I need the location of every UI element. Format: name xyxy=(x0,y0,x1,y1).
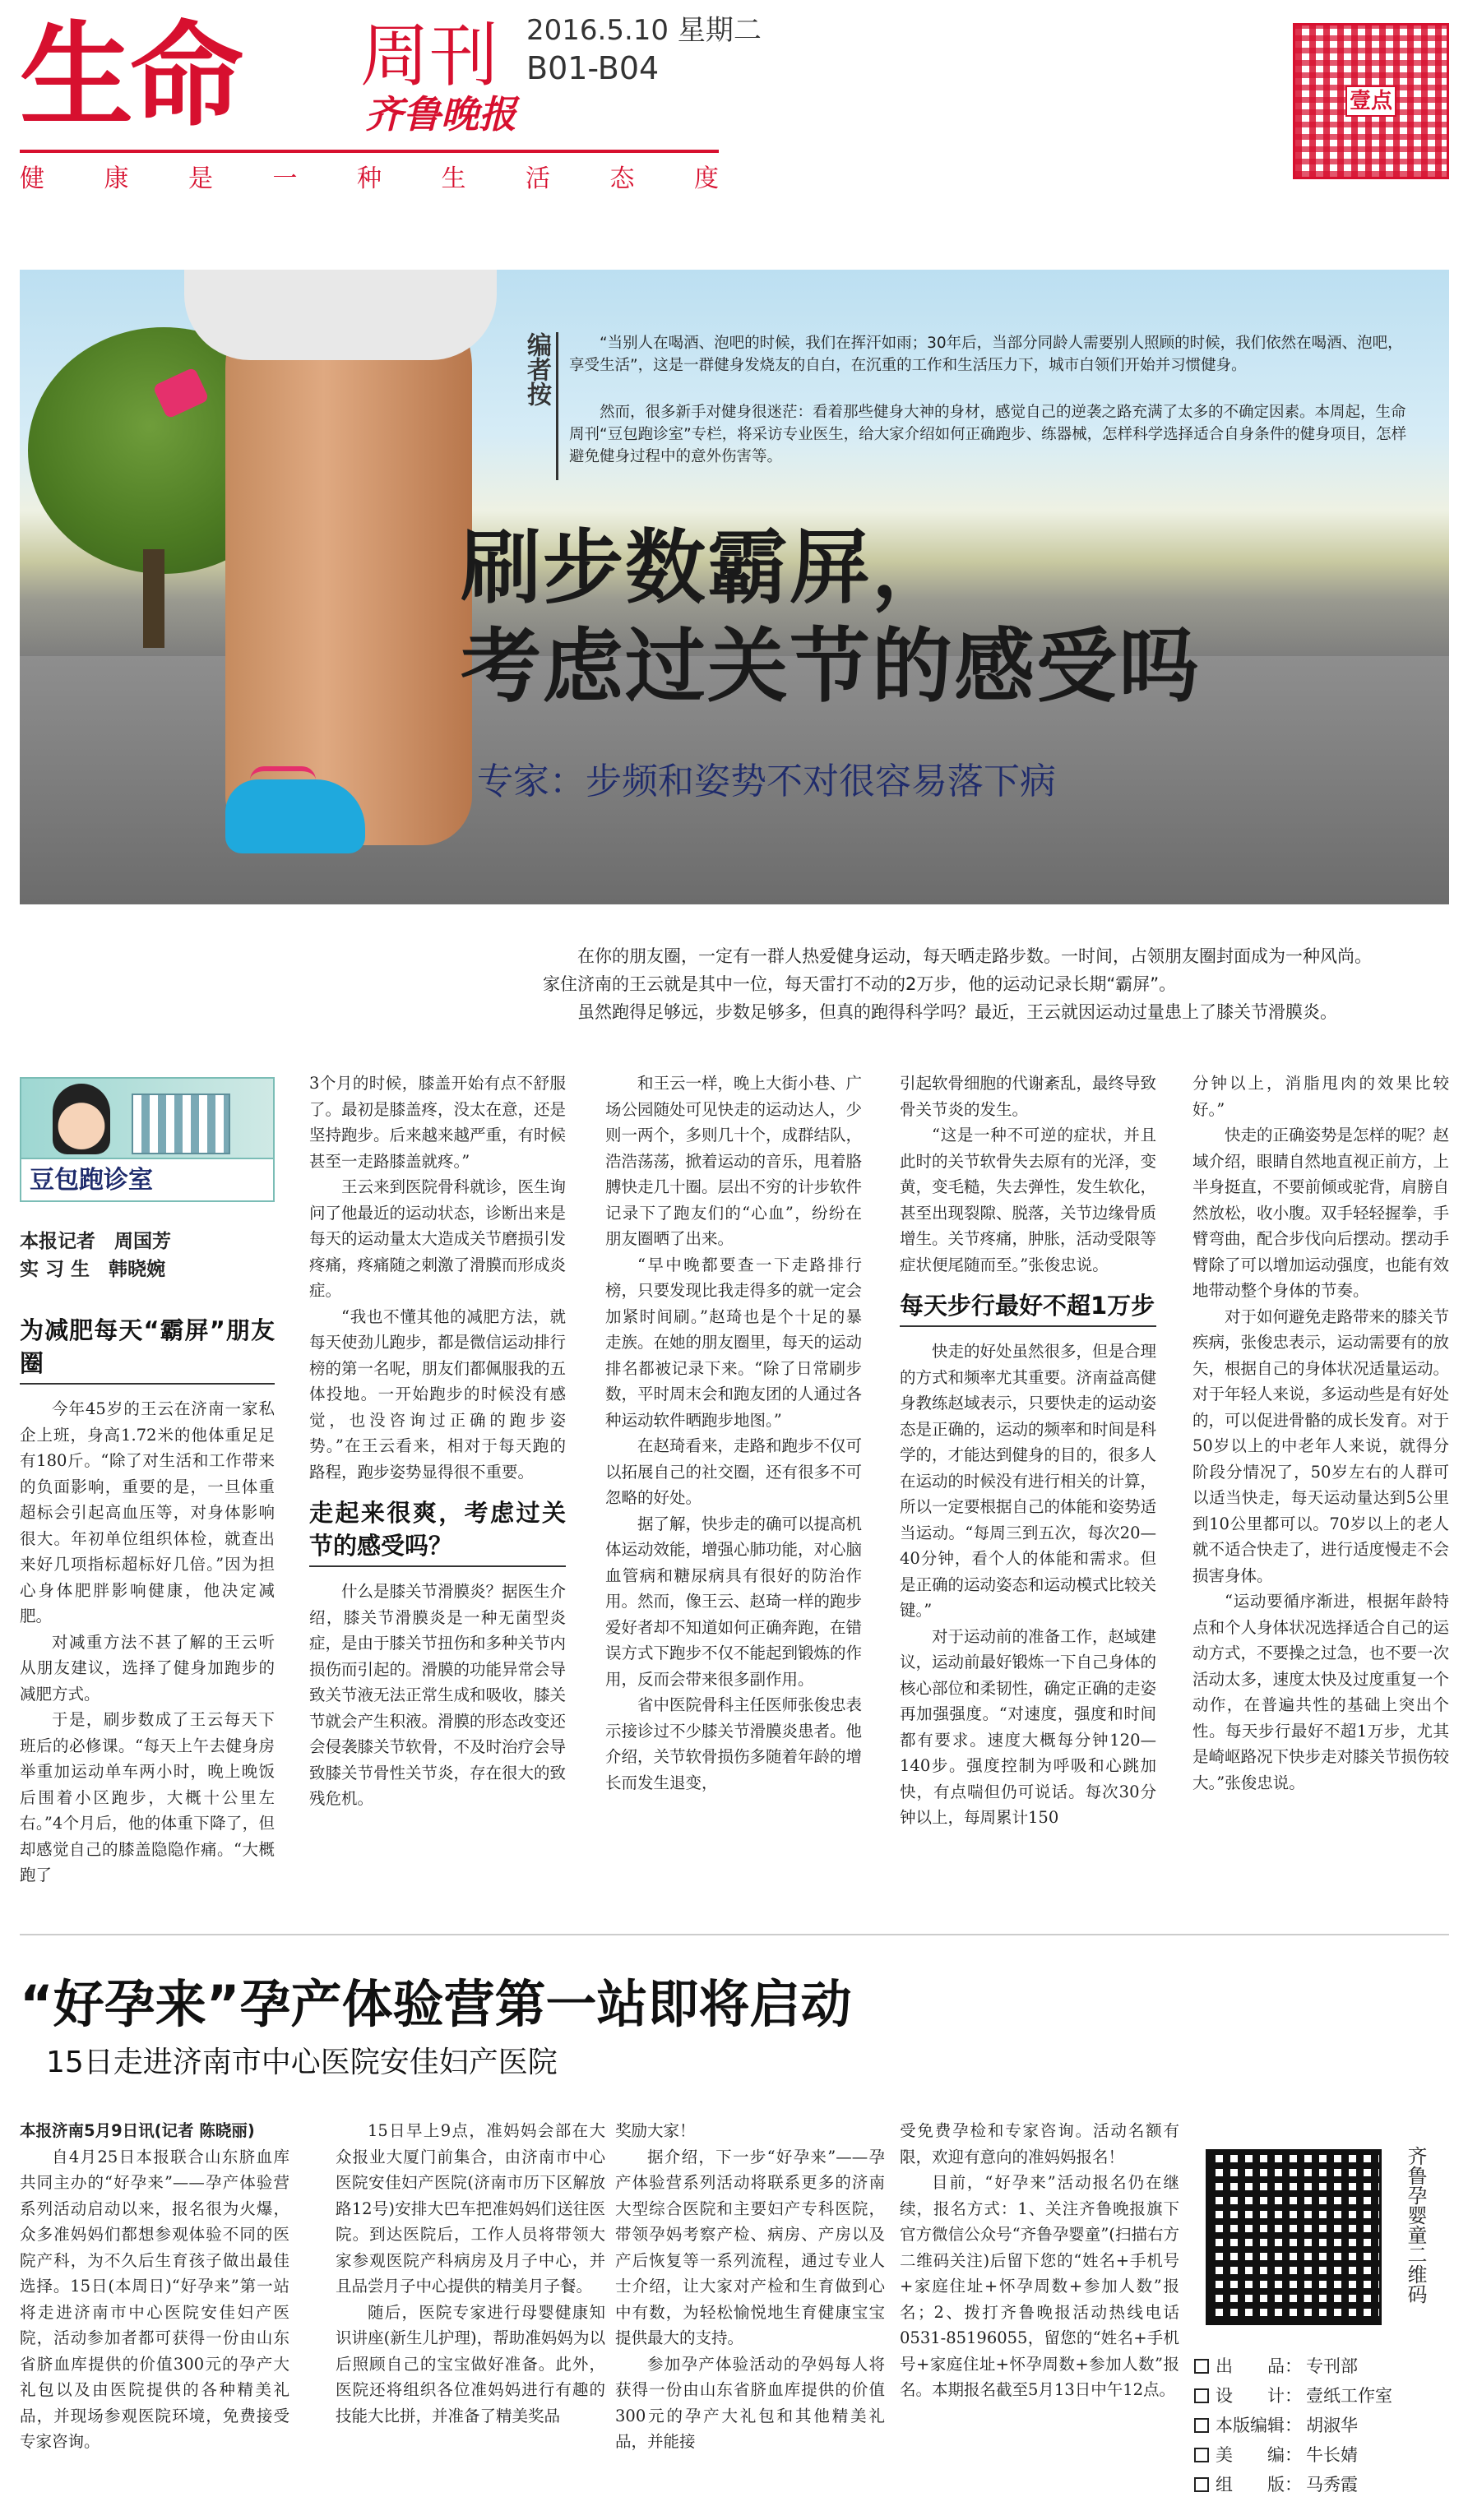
issue-date: 2016.5.10 星期二 xyxy=(526,14,762,47)
slogan-char: 一 xyxy=(272,164,298,193)
byline-intern: 实 习 生 韩晓婉 xyxy=(20,1259,166,1280)
body-paragraph: 对于运动前的准备工作，赵域建议，运动前最好锻炼一下自己身体的核心部位和柔韧性，确定正确的走姿再加强强度。“对速度，强度和时间都有要求。速度大概每分钟120—140步。强度控制为呼吸和心跳加快，有点喘但仍可说话。每次30分钟以上，每周累计150 xyxy=(900,1626,1157,1827)
credit-role: 美 编： xyxy=(1216,2445,1302,2465)
body-paragraph: 奖励大家！ xyxy=(615,2121,696,2140)
masthead-slogan xyxy=(20,158,719,194)
article2-column-3 xyxy=(615,2118,885,2455)
masthead-weekly: 周刊 xyxy=(360,16,499,96)
section-heading: 为减肥每天“霸屏”朋友圈 xyxy=(20,1316,275,1377)
section-heading-rule xyxy=(309,1565,566,1567)
checkbox-square-icon xyxy=(1194,2359,1209,2374)
article-column-3 xyxy=(605,1070,862,1796)
doctor-avatar xyxy=(53,1084,110,1154)
body-paragraph: 王云来到医院骨科就诊，医生询问了他最近的运动状态，诊断出来是每天的运动量太大造成关节磨损引发疼痛，疼痛随之刺激了滑膜而形成炎症。 xyxy=(309,1177,567,1300)
credit-row xyxy=(1194,2381,1441,2411)
slogan-char: 康 xyxy=(104,164,129,193)
body-paragraph: 在赵琦看来，走路和跑步不仅可以拓展自己的社交圈，还有很多不可忽略的好处。 xyxy=(605,1436,863,1507)
masthead-divider xyxy=(20,150,719,153)
body-paragraph: 引起软骨细胞的代谢紊乱，最终导致骨关节炎的发生。 xyxy=(900,1074,1157,1119)
qr-app-logo: 壹点 xyxy=(1345,86,1396,117)
qr-caption: 齐鲁孕婴童二维码 xyxy=(1404,2146,1427,2304)
intro-paragraph: 在你的朋友圈，一定有一群人热爱健身运动，每天晒走路步数。一时间，占领朋友圈封面成为一种风尚。家住济南的王云就是其中一位，每天雷打不动的2万步，他的运动记录长期“霸屏”。 xyxy=(543,946,1372,994)
shoe-lace-graphic xyxy=(250,766,316,794)
article2-column-2 xyxy=(336,2118,605,2429)
body-paragraph: 对减重方法不甚了解的王云听从朋友建议，选择了健身加跑步的减肥方式。 xyxy=(20,1632,275,1704)
issue-pages: B01-B04 xyxy=(526,50,660,86)
runner-shorts-graphic xyxy=(184,270,497,360)
body-paragraph: 对于如何避免走路带来的膝关节疾病，张俊忠表示，运动需要有的放矢，根据自己的身体状况适量运动。对于年轻人来说，多运动些是有好处的，可以促进骨骼的成长发育。对于50岁以上的中老年人来说，就得分阶段分情况了，50岁左右的人群可以适当快走，每天运动量达到5公里到10公里都可以。70岁以上的老人就不适合快走了，进行适度慢走不会损害身体。 xyxy=(1192,1306,1450,1585)
headline-line-1: 刷步数霸屏， xyxy=(461,521,955,615)
headline-line-2: 考虑过关节的感受吗 xyxy=(461,620,1202,714)
slogan-char: 生 xyxy=(441,164,466,193)
editor-note-paragraph: “当别人在喝酒、泡吧的时候，我们在挥汗如雨；30年后，当部分同龄人需要别人照顾的时候，我们依然在喝酒、泡吧，享受生活”，这是一群健身发烧友的自白，在沉重的工作和生活压力下，城市白领们开始并习惯健身。 xyxy=(569,335,1403,374)
credit-name: 专刊部 xyxy=(1306,2356,1358,2376)
article2-subtitle: 15日走进济南市中心医院安佳妇产医院 xyxy=(46,2046,558,2079)
body-paragraph: 快走的好处虽然很多，但是合理的方式和频率尤其重要。济南益高健身教练赵域表示，只要快走的运动姿态是正确的，运动的频率和时间是科学的，才能达到健身的目的，很多人在运动的时候没有进行相关的计算，所以一定要根据自己的体能和姿势适当运动。“每周三到五次，每次20—40分钟，看个人的体能和需求。但是正确的运动姿态和运动模式比较关键。” xyxy=(900,1342,1157,1620)
body-paragraph: “我也不懂其他的减肥方法，就每天使劲儿跑步，都是微信运动排行榜的第一名呢，朋友们都佩服我的五体投地。一开始跑步的时候没有感觉，也没咨询过正确的跑步姿势。”在王云看来，相对于每天跑的路程，跑步姿势显得很不重要。 xyxy=(309,1306,567,1482)
body-paragraph: 什么是膝关节滑膜炎？据医生介绍，膝关节滑膜炎是一种无菌型炎症，是由于膝关节扭伤和多种关节内损伤而引起的。滑膜的功能异常会导致关节液无法正常生成和吸收，膝关节就会产生积液。滑膜的形态改变还会侵袭膝关节软骨，不及时治疗会导致膝关节骨性关节炎，存在很大的致残危机。 xyxy=(309,1582,567,1808)
article2-dateline: 本报济南5月9日讯(记者 陈晓丽) xyxy=(20,2121,255,2140)
credit-role: 设 计： xyxy=(1216,2386,1302,2406)
credit-row xyxy=(1194,2411,1441,2440)
body-paragraph: 快走的正确姿势是怎样的呢？赵域介绍，眼睛自然地直视正前方，上半身挺直，不要前倾或驼背，肩膀自然放松，收小腹。双手轻轻握拳，手臂弯曲，配合步伐向后摆动。摆动手臂除了可以增加运动强度，也能有效地带动整个身体的节奏。 xyxy=(1192,1126,1450,1300)
body-paragraph: 据介绍，下一步“好孕来”——孕产体验营系列活动将联系更多的济南大型综合医院和主要妇产专科医院，带领孕妈考察产检、病房、产房以及产后恢复等一系列流程，通过专业人士介绍，让大家对产检和生育做到心中有数，为轻松愉悦地生育健康宝宝提供最大的支持。 xyxy=(615,2147,885,2347)
article-separator xyxy=(20,1934,1449,1935)
masthead-title: 生命 xyxy=(20,10,241,142)
slogan-char: 健 xyxy=(20,164,44,193)
body-paragraph: 和王云一样，晚上大街小巷、广场公园随处可见快走的运动达人，少则一两个，多则几十个，成群结队，浩浩荡荡，掀着运动的音乐，甩着胳膊快走几十圈。层出不穷的计步软件记录下了跑友们的“心血”，纷纷在朋友圈晒了出来。 xyxy=(605,1074,863,1248)
body-paragraph: 随后，医院专家进行母婴健康知识讲座(新生儿护理)，帮助准妈妈为以后照顾自己的宝宝做好准备。此外，医院还将组织各位准妈妈进行有趣的技能大比拼，并准备了精美奖品 xyxy=(336,2302,605,2425)
credit-role: 组 版： xyxy=(1216,2475,1302,2495)
credit-row xyxy=(1194,2440,1441,2470)
slogan-char: 态 xyxy=(609,164,635,193)
body-paragraph: 受免费孕检和专家咨询。活动名额有限，欢迎有意向的准妈妈报名！ xyxy=(900,2121,1179,2166)
checkbox-square-icon xyxy=(1194,2388,1209,2403)
credit-row xyxy=(1194,2470,1441,2499)
section-heading-rule xyxy=(900,1325,1156,1327)
article2-column-1 xyxy=(20,2118,289,2455)
article-column-2 xyxy=(309,1070,566,1812)
body-paragraph: 15日早上9点，准妈妈会部在大众报业大厦门前集合，由济南市中心医院安佳妇产医院(济南市历下区解放路12号)安排大巴车把准妈妈们送往医院。到达医院后，工作人员将带领大家参观医院产科病房及月子中心，并且品尝月子中心提供的精美月子餐。 xyxy=(336,2121,605,2296)
slogan-char: 种 xyxy=(357,164,382,193)
slogan-char: 是 xyxy=(188,164,213,193)
credit-role: 本版编辑： xyxy=(1216,2416,1302,2435)
article-intro xyxy=(543,942,1373,1026)
article-column-1 xyxy=(20,1314,275,1889)
checkbox-square-icon xyxy=(1194,2477,1209,2492)
credit-role: 出 品： xyxy=(1216,2356,1302,2376)
body-paragraph: 3个月的时候，膝盖开始有点不舒服了。最初是膝盖疼，没太在意，还是坚持跑步。后来越来越严重，有时候甚至一走路膝盖就疼。” xyxy=(309,1074,567,1171)
body-paragraph: 据了解，快步走的确可以提高机体运动效能，增强心肺功能，对心脑血管病和糖尿病具有很好的防治作用。然而，像王云、赵琦一样的跑步爱好者却不知道如何正确奔跑，在错误方式下跑步不仅不能起到锻炼的作用，反而会带来很多副作用。 xyxy=(605,1514,863,1689)
editor-note-label: 编者按 xyxy=(522,332,551,406)
column-badge-label: 豆包跑诊室 xyxy=(30,1166,153,1195)
headline-subtitle: 专家：步频和姿势不对很容易落下病 xyxy=(477,761,1056,802)
credit-name: 壹纸工作室 xyxy=(1306,2386,1392,2406)
intro-paragraph: 虽然跑得足够远，步数足够多，但真的跑得科学吗？最近，王云就因运动过量患上了膝关节滑膜炎。 xyxy=(577,1002,1337,1022)
body-paragraph: “早中晚都要查一下走路排行榜，只要发现比我走得多的就一定会加紧时间刷。”赵琦也是个十足的暴走族。在她的朋友圈里，每天的运动排名都被记录下来。“除了日常刷步数，平时周末会和跑友团的人通过各种运动软件晒跑步地图。” xyxy=(605,1255,863,1430)
body-paragraph: “运动要循序渐进，根据年龄特点和个人身体状况选择适合自己的运动方式，不要操之过急，也不要一次活动太多，速度太快及过度重复一个动作，在普遍共性的基础上突出个性。每天步行最好不超1万步，尤其是崎岖路况下快步走对膝关节损伤较大。”张俊忠说。 xyxy=(1192,1592,1450,1792)
section-heading-rule xyxy=(20,1383,275,1385)
section-heading: 每天步行最好不超1万步 xyxy=(900,1292,1155,1320)
byline-reporter: 本报记者 周国芳 xyxy=(20,1231,171,1252)
body-paragraph: 参加孕产体验活动的孕妈每人将获得一份由山东省脐血库提供的价值300元的孕产大礼包和其他精美礼品，并能接 xyxy=(615,2354,885,2451)
editor-note-divider xyxy=(556,332,558,480)
article-column-5 xyxy=(1192,1070,1449,1796)
article2-column-4 xyxy=(900,2118,1179,2403)
body-paragraph: 今年45岁的王云在济南一家私企上班，身高1.72米的他体重足足有180斤。“除了对生活和工作带来的负面影响，重要的是，一旦体重超标会引起高血压等，对身体影响很大。年初单位组织体检，就查出来好几项指标超标好几倍。”因为担心身体肥胖影响健康，他决定减肥。 xyxy=(20,1399,275,1625)
body-paragraph: “这是一种不可逆的症状，并且此时的关节软骨失去原有的光泽，变黄，变毛糙，失去弹性，发生软化，甚至出现裂隙、脱落，关节边缘骨质增生。关节疼痛，肿胀，活动受限等症状便尾随而至。”张俊忠说。 xyxy=(900,1126,1157,1274)
article-column-4 xyxy=(900,1070,1156,1831)
section-heading: 走起来很爽，考虑过关节的感受吗？ xyxy=(309,1499,566,1560)
body-paragraph: 分钟以上，消脂甩肉的效果比较好。” xyxy=(1192,1074,1449,1119)
article2-headline: “好孕来”孕产体验营第一站即将启动 xyxy=(20,1974,852,2034)
checkbox-square-icon xyxy=(1194,2448,1209,2462)
body-paragraph: 自4月25日本报联合山东脐血库共同主办的“好孕来”——孕产体验营系列活动启动以来，报名很为火爆，众多准妈妈们都想参观体验不同的医院产科，为不久后生育孩子做出最佳选择。15日(本周日)“好孕来”第一站将走进济南市中心医院安佳妇产医院，活动参加者都可获得一份由山东省脐血库提供的价值300元的孕产大礼包以及由医院提供的各种精美礼品，并现场参观医院环境，免费接受专家咨询。 xyxy=(20,2147,289,2451)
checkbox-square-icon xyxy=(1194,2418,1209,2433)
body-paragraph: 目前，“好孕来”活动报名仍在继续，报名方式：1、关注齐鲁晚报旗下官方微信公众号“齐鲁孕婴童”(扫描右方二维码关注)后留下您的“姓名+手机号+家庭住址+怀孕周数+参加人数”报名；2、拨打齐鲁晚报活动热线电话0531-85196055，留您的“姓名+手机号+家庭住址+怀孕周数+参加人数”报名。本期报名截至5月13日中午12点。 xyxy=(900,2173,1179,2399)
paper-name-logo: 齐鲁晚报 xyxy=(365,92,516,136)
credit-name: 马秀霞 xyxy=(1306,2475,1358,2495)
body-paragraph: 省中医院骨科主任医师张俊忠表示接诊过不少膝关节滑膜炎患者。他介绍，关节软骨损伤多随着年龄的增长而发生退变， xyxy=(605,1695,863,1792)
credit-name: 胡淑华 xyxy=(1306,2416,1358,2435)
editor-note-paragraph: 然而，很多新手对健身很迷茫：看着那些健身大神的身材，感觉自己的逆袭之路充满了太多的不确定因素。本周起，生命周刊“豆包跑诊室”专栏，将采访专业医生，给大家介绍如何正确跑步、练器械，怎样科学选择适合自身条件的健身项目，怎样避免健身过程中的意外伤害等。 xyxy=(569,404,1407,465)
body-paragraph: 于是，刷步数成了王云每天下班后的必修课。“每天上午去健身房举重加运动单车两小时，晚上晚饭后围着小区跑步，大概十公里左右。”4个月后，他的体重下降了，但却感觉自己的膝盖隐隐作痛。“大概跑了 xyxy=(20,1710,275,1884)
slogan-char: 度 xyxy=(694,164,719,193)
credit-name: 牛长婧 xyxy=(1306,2445,1358,2465)
page-credits xyxy=(1194,2351,1441,2499)
credit-row xyxy=(1194,2351,1441,2381)
tree-trunk-graphic xyxy=(143,549,164,648)
wechat-qr-code[interactable] xyxy=(1206,2149,1382,2325)
slogan-char: 活 xyxy=(526,164,550,193)
hospital-building-icon xyxy=(132,1094,230,1154)
